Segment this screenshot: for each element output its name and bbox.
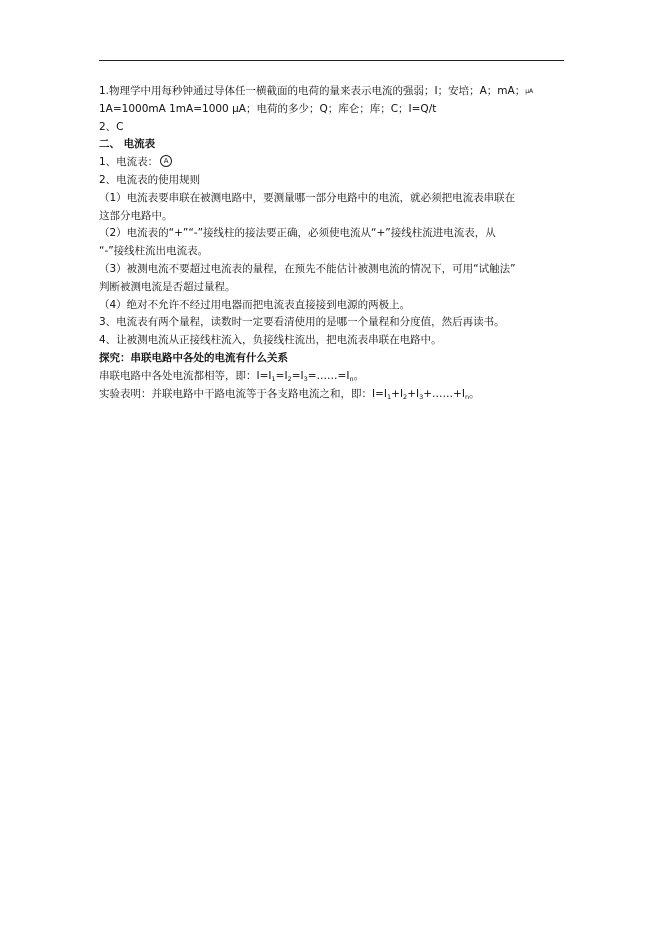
document-body xyxy=(99,83,569,403)
paragraph-line: 1A=1000mA 1mA=1000 μA；电荷的多少；Q；库仑；库；C；I=Q/t xyxy=(99,102,437,115)
subscript: n xyxy=(349,374,354,383)
paragraph-line: 2、电流表的使用规则 xyxy=(99,173,201,186)
ammeter-symbol-icon: A xyxy=(160,155,172,167)
text-fragment: 。 xyxy=(353,369,365,382)
section-heading: 二、 电流表 xyxy=(99,138,156,151)
paragraph-line: 4、让被测电流从正接线柱流入，负接线柱流出，把电流表串联在电路中。 xyxy=(99,334,442,347)
paragraph-line: 判断被测电流是否超过量程。 xyxy=(99,280,236,293)
subscript: 3 xyxy=(303,374,308,383)
text-line: 1、电流表： xyxy=(99,156,159,169)
text-fragment: μA xyxy=(525,88,534,95)
inquiry-heading: 探究：串联电路中各处的电流有什么关系 xyxy=(99,351,288,364)
paragraph-line: 3、电流表有两个量程，读数时一定要看清使用的是哪一个量程和分度值，然后再读书。 xyxy=(99,316,505,329)
series-formula-line xyxy=(99,368,569,386)
header-rule xyxy=(99,60,564,61)
paragraph-line xyxy=(99,154,569,172)
paragraph-line: （4）绝对不允许不经过用电器而把电流表直接接到电源的两极上。 xyxy=(99,298,411,311)
text-fragment: 实验表明：并联电路中干路电流等于各支路电流之和，即：I=I xyxy=(99,387,387,400)
paragraph-line: （3）被测电流不要超过电流表的量程，在预先不能估计被测电流的情况下，可用“试触法” xyxy=(99,262,516,275)
subscript: 1 xyxy=(387,392,392,401)
paragraph-line: （2）电流表的“+”“-”接线柱的接法要正确，必须使电流从“+”接线柱流进电流表，从 xyxy=(99,227,496,240)
subscript: n xyxy=(464,392,470,401)
text-fragment: 串联电路中各处电流都相等，即：I=I xyxy=(99,369,272,382)
text-fragment: =……=I xyxy=(307,369,350,382)
subscript: 1 xyxy=(271,374,276,383)
text-fragment: =I xyxy=(275,369,288,382)
subscript: 2 xyxy=(287,374,292,383)
text-line: 1.物理学中用每秒钟通过导体任一横截面的电荷的量来表示电流的强弱；I；安培；A；mA； xyxy=(99,85,526,97)
paragraph-line: （1）电流表要串联在被测电路中，要测量哪一部分电路中的电流，就必须把电流表串联在 xyxy=(99,191,516,204)
text-fragment: 。 xyxy=(469,387,480,400)
paragraph-line: “-”接线柱流出电流表。 xyxy=(99,245,209,258)
text-fragment: +I xyxy=(407,387,420,400)
parallel-formula-line xyxy=(99,386,569,404)
text-fragment: +……+I xyxy=(423,387,465,400)
subscript: 2 xyxy=(403,392,408,401)
text-fragment: =I xyxy=(291,369,304,382)
paragraph-line xyxy=(99,83,569,101)
paragraph-line: 2、C xyxy=(99,120,124,133)
paragraph-line: 这部分电路中。 xyxy=(99,209,173,222)
text-fragment: +I xyxy=(391,387,404,400)
subscript: 3 xyxy=(419,392,424,401)
